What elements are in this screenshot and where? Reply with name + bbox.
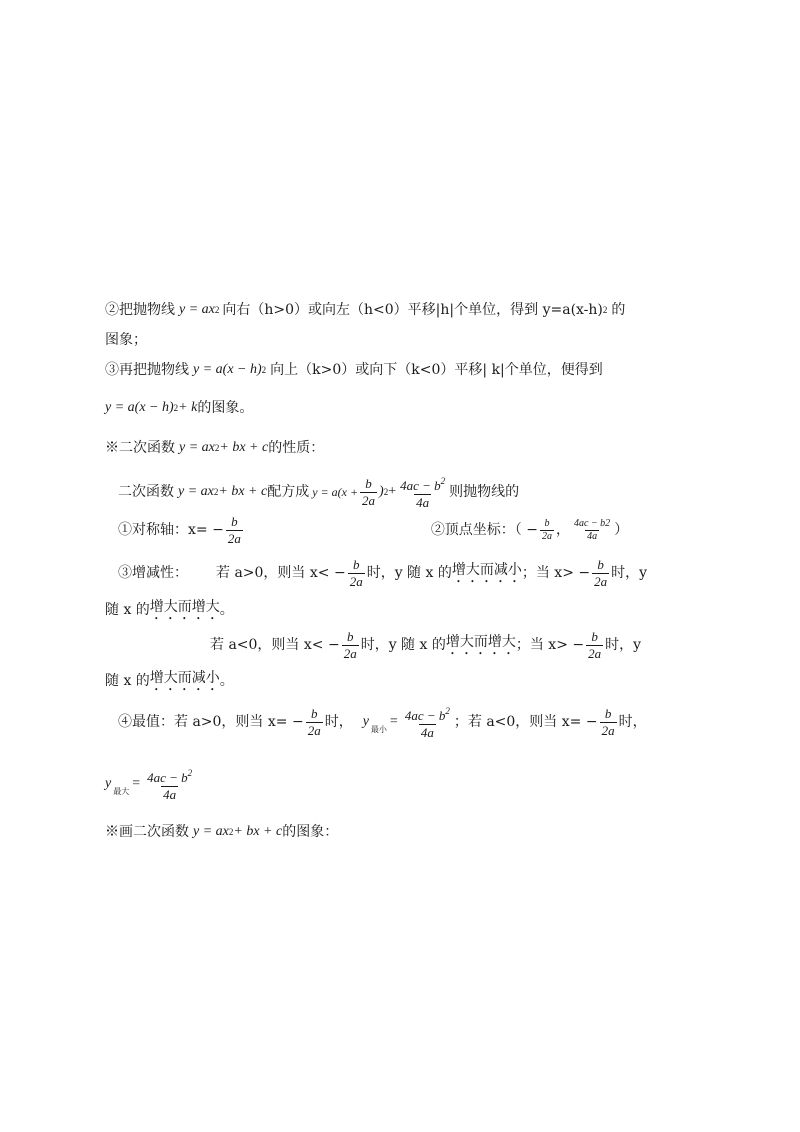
fraction-b-over-2a: $\frac{b}{2a}$ (601, 705, 615, 738)
fraction-b-over-2a: $\frac{b}{2a}$ (362, 475, 376, 508)
fraction-b-over-2a: $\frac{b}{2a}$ (349, 556, 363, 589)
text-line-monotonicity-a-pos: ③增减性： 若 a>0，则当 x< − $\frac{b}{2a}$ 时，y 随 x 的 增大而减小 ；当 x> − $\frac{b}{2a}$ 时，y (118, 556, 648, 589)
text-line-11: 随 x 的 增大而减小 。 (105, 668, 234, 694)
text-line-complete-square: 二次函数 y = ax 2 + bx + c 配方成 y = a(x + $\frac{b}{2a}$ ) 2 + $\frac{4ac - b^2}{4a}$ 则抛物线的 (118, 472, 519, 512)
emphasis-increasing: 增大而增大 (445, 634, 516, 650)
text-line-9: 随 x 的 增大而增大 。 (105, 597, 234, 623)
text-line-2 (105, 330, 147, 350)
line1-text-c: 的 (611, 302, 626, 318)
y-min-symbol: y 最小 (362, 714, 387, 734)
text-line-extremum: ④最值：若 a>0，则当 x= − $\frac{b}{2a}$ 时， y 最小 = $\frac{4ac - b^2}{4a}$ ；若 a<0，则当 x= − $\frac{b}{2a}$ 时， (118, 702, 647, 742)
emphasis-decreasing: 增大而减小 (149, 670, 220, 686)
text-line-1: ②把抛物线 y = ax 2 向右（h>0）或向左（h<0）平移|h|个单位，得到 y=a(x-h) 2 的 (105, 302, 626, 318)
text-line-axis-vertex: ①对称轴：x= − $\frac{b}{2a}$ ②顶点坐标：（ − $\frac{b}{2a}$ ， $\frac{4ac - b2}{4a}$ ） (118, 513, 629, 546)
fraction-vertex-y: $\frac{4ac - b2}{4a}$ (574, 517, 611, 542)
monotonicity-label: ③增减性： (118, 565, 188, 581)
line3-text-a: ③再把抛物线 (105, 362, 189, 378)
fraction-4ac-b2-over-4a: $\frac{4ac - b^2}{4a}$ (404, 706, 450, 740)
section-heading-properties: ※二次函数 y = ax 2 + bx + c 的性质： (105, 440, 325, 456)
fraction-4ac-b2-over-4a: $\frac{4ac - b^2}{4a}$ (147, 768, 193, 802)
formula-standard-form: y = ax (179, 440, 215, 455)
formula-standard-form: y = ax (193, 824, 229, 839)
text-line-monotonicity-a-neg: 若 a<0，则当 x< − $\frac{b}{2a}$ 时，y 随 x 的 增大而增大 ；当 x> − $\frac{b}{2a}$ 时，y (210, 628, 642, 661)
fraction-b-over-2a: $\frac{b}{2a}$ (594, 556, 608, 589)
text-line-3: ③再把抛物线 y = a(x − h) 2 向上（k>0）或向下（k<0）平移| k|个单位，便得到 (105, 362, 603, 378)
line1-text-b: 向右（h>0）或向左（h<0）平移|h|个单位，得到 y=a(x-h) (222, 302, 603, 318)
fraction-b-over-2a: $\frac{b}{2a}$ (588, 628, 602, 661)
extremum-label: ④最值：若 a>0，则当 x= − (118, 714, 304, 730)
fraction-4ac-b2-over-4a: $\frac{4ac - b^2}{4a}$ (400, 476, 446, 510)
fraction-b-over-2a: $\frac{b}{2a}$ (343, 628, 357, 661)
line3-text-b: 向上（k>0）或向下（k<0）平移| k|个单位，便得到 (270, 362, 603, 378)
formula-vertex-form: y = a(x − h) (193, 362, 262, 377)
line4-text: 的图象。 (197, 400, 254, 416)
axis-of-symmetry-label: ①对称轴：x= − (118, 522, 224, 538)
fraction-vertex-x: $\frac{b}{2a}$ (542, 517, 552, 542)
line2-text: 图象； (105, 332, 147, 348)
line1-text-a: ②把抛物线 (105, 302, 175, 318)
text-line-ymax: y 最大 = $\frac{4ac - b^2}{4a}$ (105, 764, 196, 804)
fraction-b-over-2a: $\frac{b}{2a}$ (307, 705, 321, 738)
vertex-coordinates-label: ②顶点坐标：（ − (430, 522, 538, 538)
emphasis-increasing: 增大而增大 (149, 599, 220, 615)
emphasis-decreasing: 增大而减小 (451, 562, 522, 578)
formula-completed-square: y = a(x + (312, 485, 359, 499)
text-line-4: y = a(x − h) 2 + k 的图象。 (105, 400, 254, 416)
fraction-b-over-2a: $\frac{b}{2a}$ (227, 513, 241, 546)
formula-vertex-form-full: y = a(x − h) (105, 400, 174, 415)
section-heading-draw-graph: ※画二次函数 y = ax 2 + bx + c 的图象： (105, 824, 339, 840)
formula-y-ax2: y = ax (179, 302, 215, 317)
y-max-symbol: y 最大 (105, 776, 130, 796)
